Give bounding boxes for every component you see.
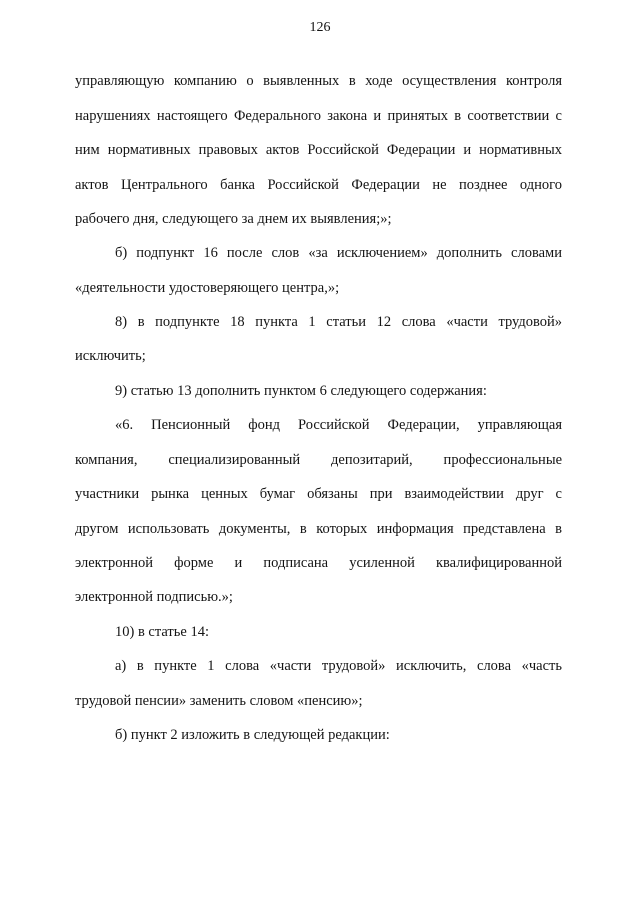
text-line: электронной подписью.»; <box>75 589 233 605</box>
text-line: нарушениях настоящего Федерального закона и принятых в соответствии с <box>75 108 562 124</box>
text-line: электронной форме и подписана усиленной квалифицированной <box>75 555 562 571</box>
text-line: управляющую компанию о выявленных в ходе осуществления контроля <box>75 73 562 89</box>
text-line: исключить; <box>75 348 146 364</box>
text-line: ним нормативных правовых актов Российской Федерации и нормативных <box>75 142 562 158</box>
text-line: участники рынка ценных бумаг обязаны при взаимодействии друг с <box>75 486 562 502</box>
text-line: б) подпункт 16 после слов «за исключением» дополнить словами <box>115 245 562 261</box>
text-line: актов Центрального банка Российской Федерации не позднее одного <box>75 177 562 193</box>
text-line: «6. Пенсионный фонд Российской Федерации, управляющая <box>115 417 562 433</box>
text-line: 8) в подпункте 18 пункта 1 статьи 12 слова «части трудовой» <box>115 314 562 330</box>
text-line: трудовой пенсии» заменить словом «пенсию»; <box>75 693 363 709</box>
text-line: рабочего дня, следующего за днем их выявления;»; <box>75 211 392 227</box>
text-line: «деятельности удостоверяющего центра,»; <box>75 280 340 296</box>
page-number: 126 <box>309 20 331 35</box>
text-line: 10) в статье 14: <box>115 624 209 640</box>
text-line: б) пункт 2 изложить в следующей редакции: <box>115 727 390 743</box>
text-line: другом использовать документы, в которых информация представлена в <box>75 521 562 537</box>
text-line: компания, специализированный депозитарий, профессиональные <box>75 452 562 468</box>
text-line: 9) статью 13 дополнить пунктом 6 следующего содержания: <box>115 383 487 399</box>
text-line: а) в пункте 1 слова «части трудовой» исключить, слова «часть <box>115 658 562 674</box>
